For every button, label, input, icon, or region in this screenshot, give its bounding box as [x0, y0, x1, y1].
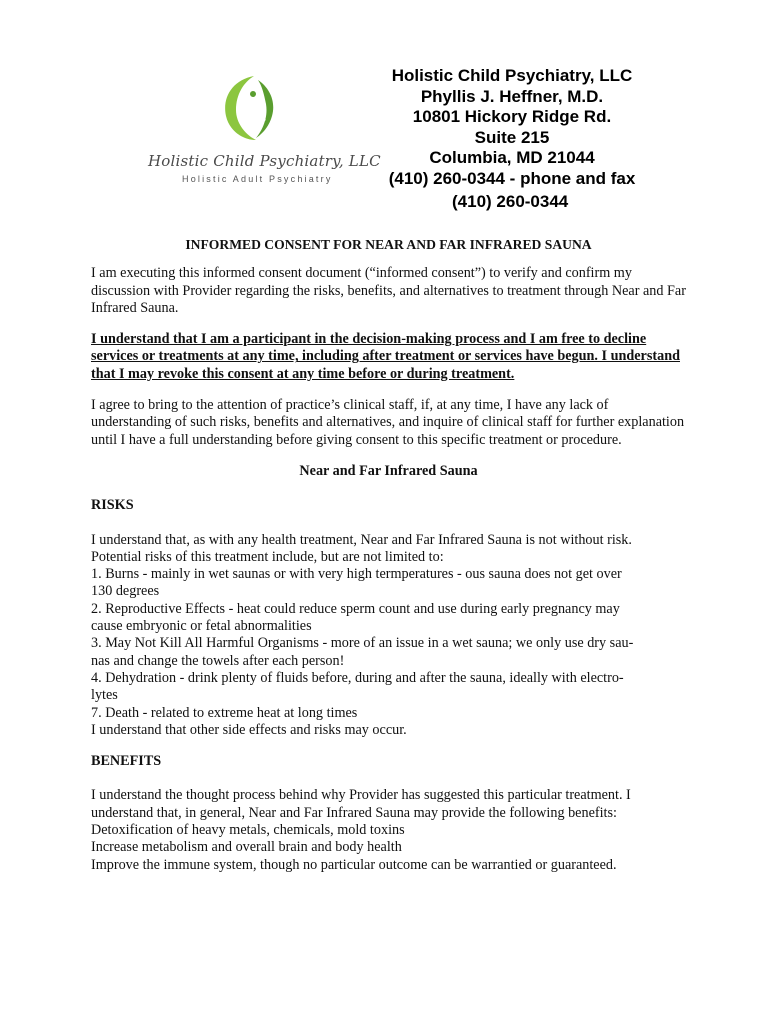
- risks-line: nas and change the towels after each person!: [91, 652, 345, 669]
- phone-fax: (410) 260-0344 - phone and fax: [388, 168, 636, 188]
- risks-block: [91, 532, 686, 740]
- benefits-line: Detoxification of heavy metals, chemicals, mold toxins: [91, 822, 405, 839]
- risks-line: lytes: [91, 687, 118, 704]
- consent-document: [91, 236, 686, 888]
- risks-line: 7. Death - related to extreme heat at long times: [91, 704, 358, 721]
- lotus-figure-icon: [218, 72, 280, 144]
- intro-paragraph: I am executing this informed consent document (“informed consent”) to verify and confirm my discussion with Provider regarding the risks, benefits, and alternatives to treatment through Near and Far Infrared Sauna.: [91, 265, 686, 316]
- risks-line: I understand that other side effects and risks may occur.: [91, 721, 407, 738]
- doctor-name: Phyllis J. Heffner, M.D.: [420, 86, 604, 106]
- logo-subtitle: Holistic Adult Psychiatry: [182, 174, 333, 184]
- risks-line: Potential risks of this treatment include, but are not limited to:: [91, 548, 444, 565]
- benefits-line: understand that, in general, Near and Far Infrared Sauna may provide the following benefits:: [91, 804, 617, 821]
- logo-script-text: Holistic Child Psychiatry, LLC: [148, 152, 381, 170]
- risks-line: 130 degrees: [91, 583, 160, 600]
- risks-line: 1. Burns - mainly in wet saunas or with very high termperatures - ous sauna does not get over: [91, 566, 622, 583]
- risks-line: I understand that, as with any health treatment, Near and Far Infrared Sauna is not without risk.: [91, 531, 632, 548]
- risks-line: 3. May Not Kill All Harmful Organisms - more of an issue in a wet sauna; we only use dry sau-: [91, 635, 634, 652]
- participant-paragraph: I understand that I am a participant in the decision-making process and I am free to decline services or treatments at any time, including after treatment or services have begun. I understand that I may revoke this consent at any time before or during treatment.: [91, 331, 680, 382]
- practice-name: Holistic Child Psychiatry, LLC: [391, 66, 633, 85]
- benefits-block: [91, 787, 686, 873]
- risks-line: 2. Reproductive Effects - heat could reduce sperm count and use during early pregnancy may: [91, 600, 620, 617]
- document-title: INFORMED CONSENT FOR NEAR AND FAR INFRARED SAUNA: [185, 237, 592, 252]
- benefits-heading: BENEFITS: [91, 753, 162, 770]
- practice-logo: [142, 72, 381, 192]
- suite: Suite 215: [474, 127, 550, 147]
- clipped-phone-text: (410) 260-0344: [452, 192, 569, 211]
- street-address: 10801 Hickory Ridge Rd.: [412, 107, 612, 126]
- risks-heading: RISKS: [91, 497, 134, 514]
- risks-line: 4. Dehydration - drink plenty of fluids before, during and after the sauna, ideally with electro-: [91, 669, 624, 686]
- practice-address-block: [372, 66, 652, 189]
- benefits-line: Improve the immune system, though no particular outcome can be warrantied or guaranteed.: [91, 856, 617, 873]
- benefits-line: Increase metabolism and overall brain and body health: [91, 839, 402, 856]
- clipped-phone-line: [452, 192, 569, 212]
- city-state-zip: Columbia, MD 21044: [429, 148, 595, 167]
- treatment-heading: Near and Far Infrared Sauna: [299, 462, 478, 479]
- risks-line: cause embryonic or fetal abnormalities: [91, 618, 312, 635]
- benefits-line: I understand the thought process behind why Provider has suggested this particular treatment. I: [91, 787, 631, 804]
- agree-paragraph: I agree to bring to the attention of practice’s clinical staff, if, at any time, I have any lack of understanding of such risks, benefits and alternatives, and inquire of clinical staff for further explanation until I have a full understanding before giving consent to this specific treatment or procedure.: [91, 397, 685, 448]
